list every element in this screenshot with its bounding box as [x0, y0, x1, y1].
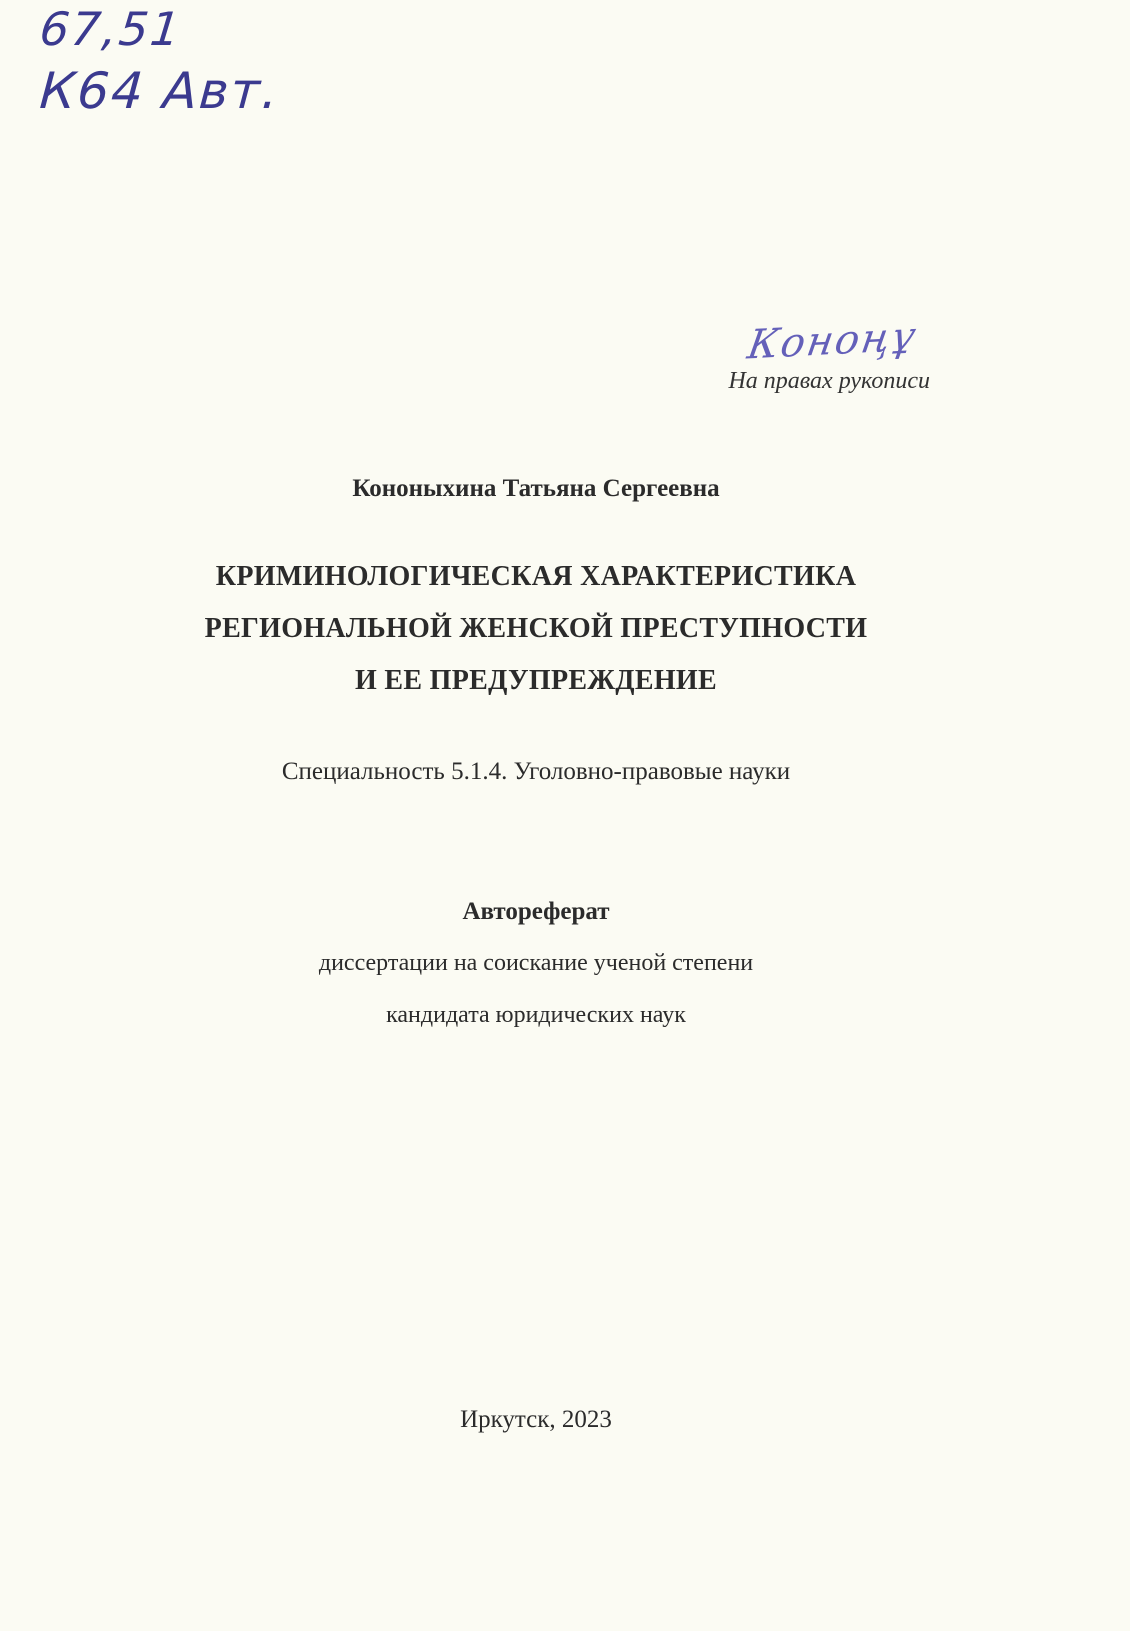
document-type-line-2: кандидата юридических наук [386, 1002, 686, 1028]
library-code-handwritten: 67,51 [37, 2, 185, 56]
handwritten-signature: Коноңұ [744, 313, 921, 369]
document-type-line-1: диссертации на соискание ученой степени [318, 950, 754, 976]
document-type-label: Автореферат [462, 898, 610, 925]
specialty: Специальность 5.1.4. Уголовно-правовые науки [281, 758, 791, 785]
title-line-1: КРИМИНОЛОГИЧЕСКАЯ ХАРАКТЕРИСТИКА [215, 561, 857, 592]
title-line-2: РЕГИОНАЛЬНОЙ ЖЕНСКОЙ ПРЕСТУПНОСТИ [204, 613, 868, 644]
city-year: Иркутск, 2023 [460, 1406, 612, 1433]
author-name: Кононыхина Татьяна Сергеевна [352, 475, 720, 502]
title-line-3: И ЕЕ ПРЕДУПРЕЖДЕНИЕ [355, 665, 717, 696]
library-shelfmark-handwritten: К64 Авт. [37, 62, 282, 120]
rights-note: На правах рукописи [728, 368, 930, 394]
